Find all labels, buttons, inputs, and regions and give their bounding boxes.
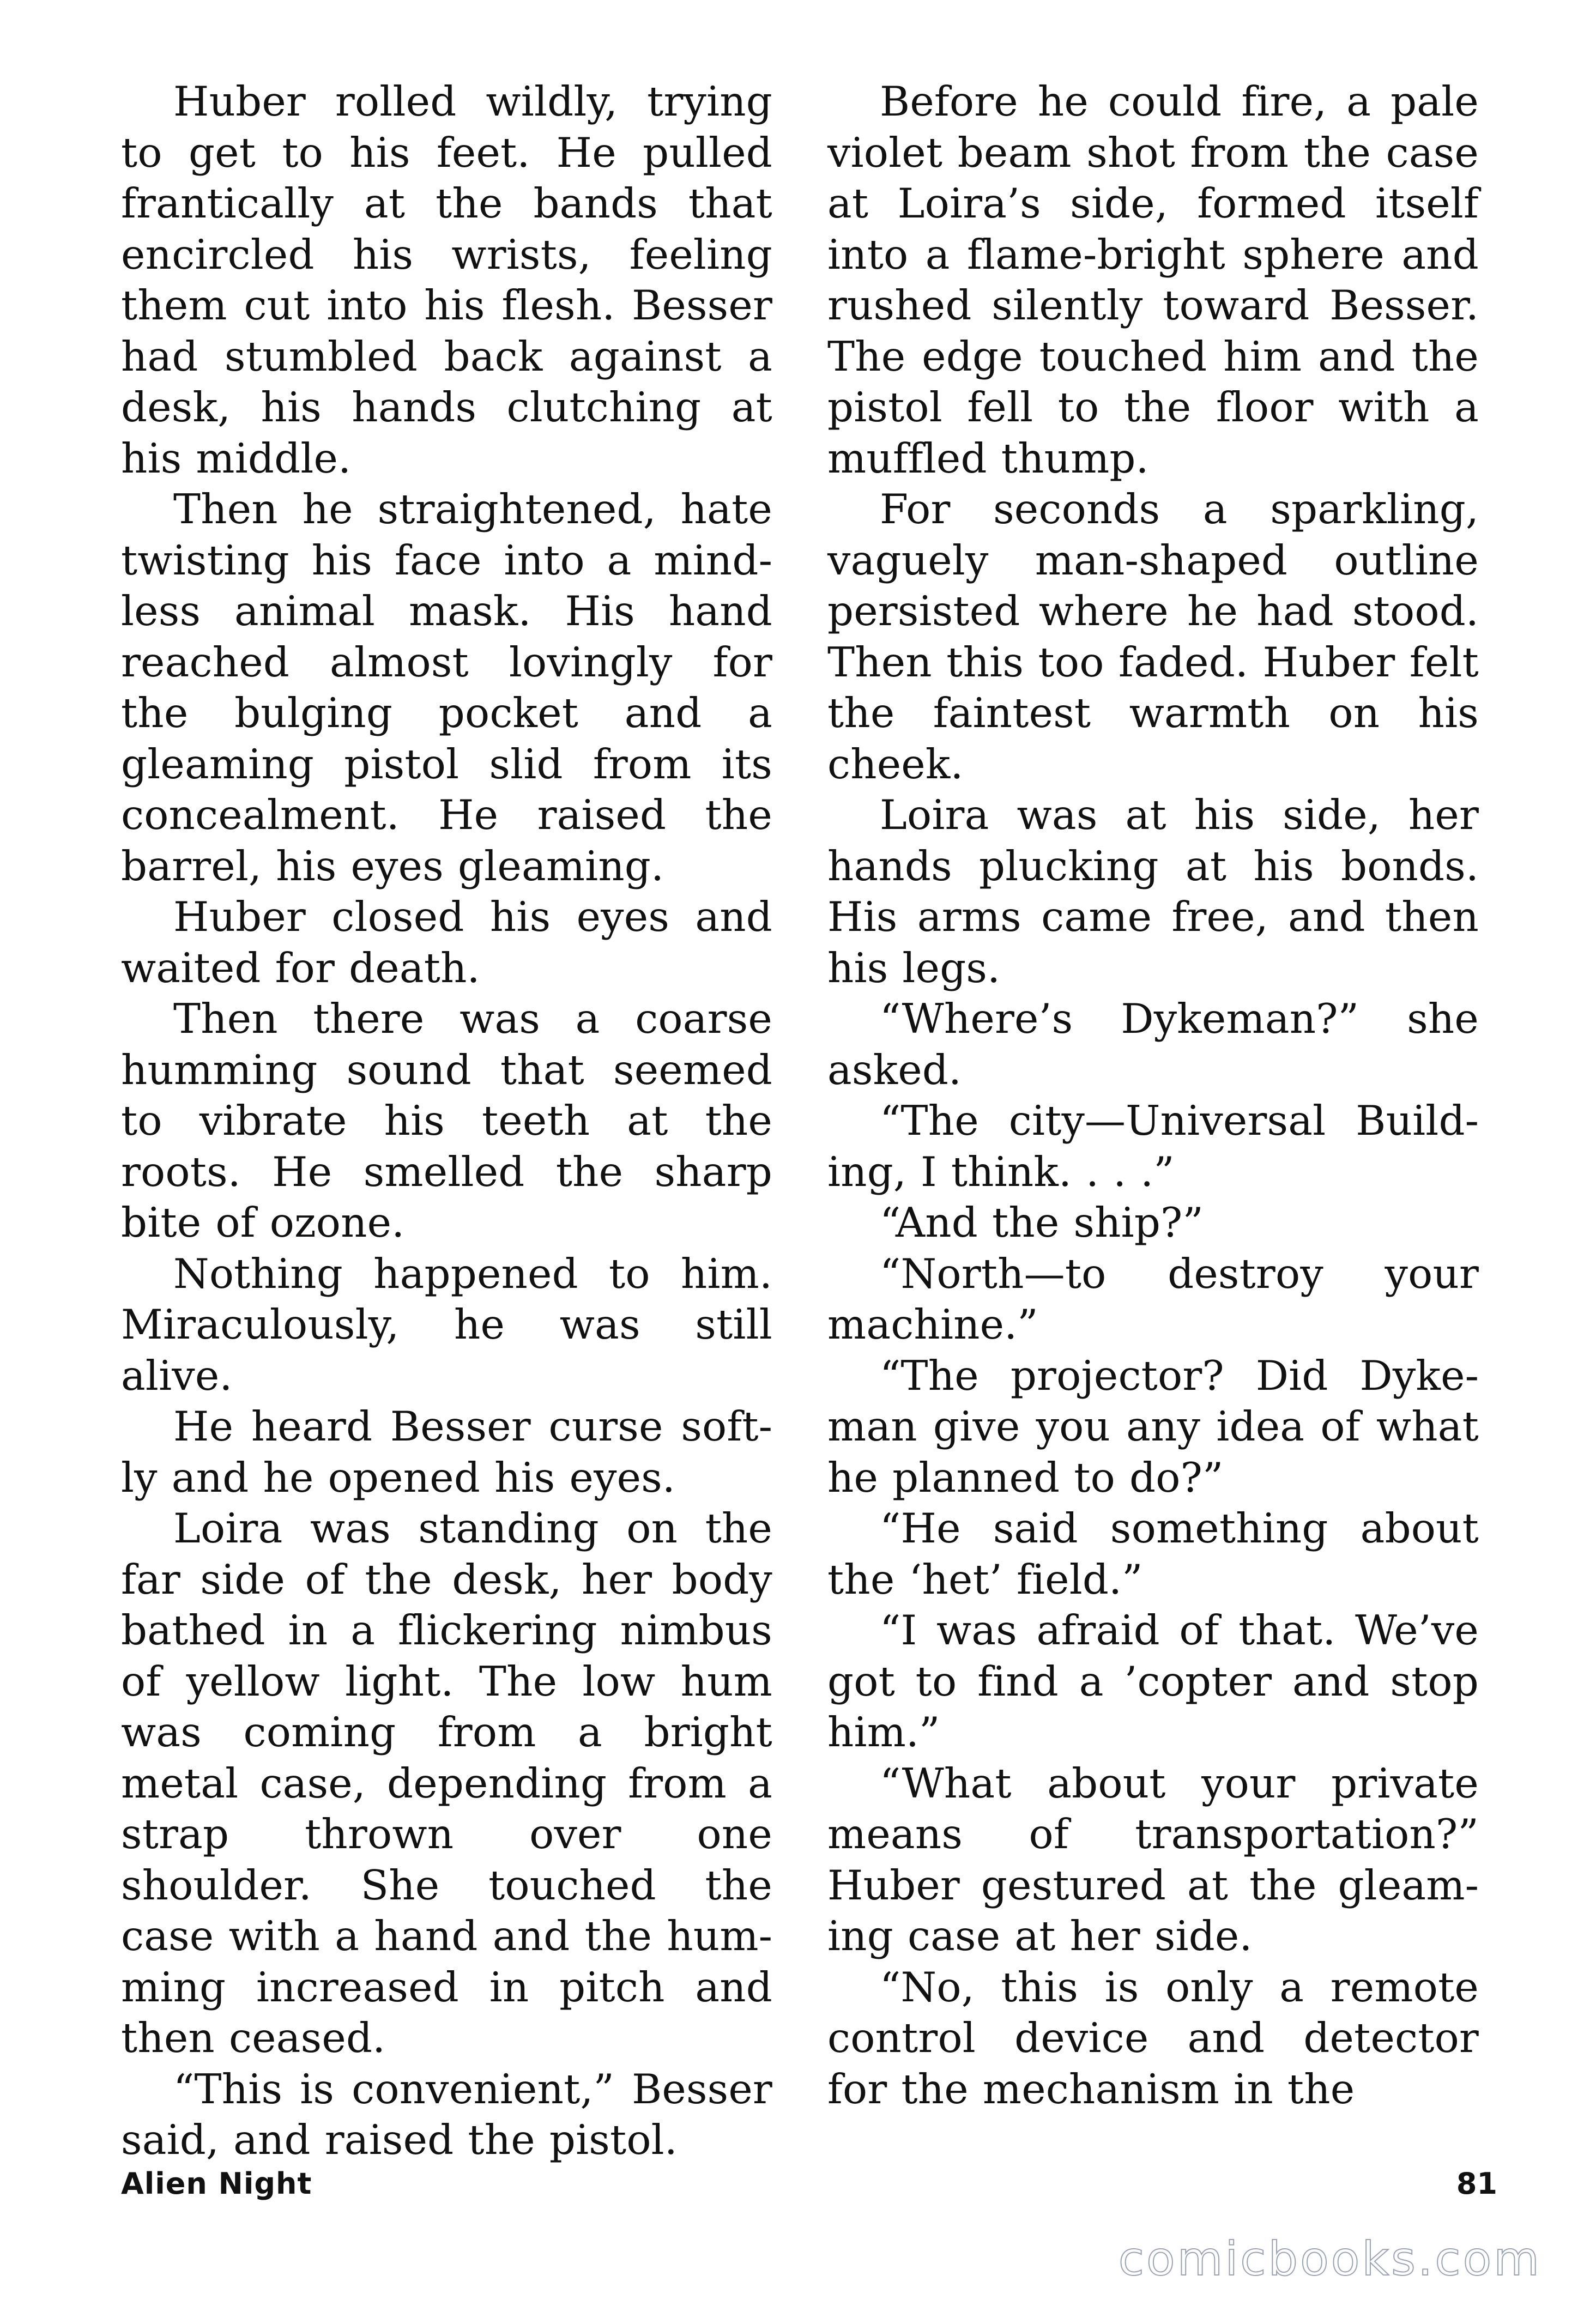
text-column-right [827,76,1479,2115]
paragraph: “And the ship?” [880,1199,1204,1246]
paragraph: “I was afraid of that. We’ve got to find a ’copter and stop him.” [827,1606,1479,1756]
paragraph: Loira was at his side, her hands plucking at his bonds. His arms came free, and then his legs. [827,791,1479,992]
paragraph: “He said something about the ‘het’ field.” [827,1504,1479,1603]
paragraph: “The projector? Did Dykeman give you any idea of what he planned to do?” [827,1351,1479,1502]
paragraph: Huber rolled wildly, trying to get to his feet. He pulled frantically at the bands that encircled his wrists, feeling them cut into his flesh. Besser had stumbled back against a desk, his hands clutching at his middle. [121,77,772,482]
paragraph: Before he could fire, a pale violet beam shot from the case at Loira’s side, formed itself into a flame-bright sphere and rushed silently toward Besser. The edge touched him and the pistol fell to the floor with a muffled thump. [827,77,1479,482]
paragraph: He heard Besser curse softly and he opened his eyes. [121,1402,772,1502]
paragraph: “The city—Universal Building, I think. . . .” [827,1097,1479,1196]
paragraph: Loira was standing on the far side of the desk, her body bathed in a flickering nimbus of yellow light. The low hum was coming from a bright metal case, depending from a strap thrown over one shoulder. She touched the case with a hand and the humming increased in pitch and then ceased. [121,1504,772,2062]
page-footer [121,2166,1497,2210]
paragraph: For seconds a sparkling, vaguely man-shaped outline persisted where he had stood. Then this too faded. Huber felt the faintest warmth on his cheek. [827,485,1479,788]
page-number: 81 [1456,2166,1497,2201]
paragraph: Then he straightened, hate twisting his face into a mindless animal mask. His hand reached almost lovingly for the bulging pocket and a gleaming pistol slid from its concealment. He raised the barrel, his eyes gleaming. [121,485,772,890]
paragraph: “This is convenient,” Besser said, and raised the pistol. [121,2065,772,2164]
paragraph: “What about your private means of transportation?” Huber gestured at the gleaming case at her side. [827,1759,1479,1960]
paragraph: “North—to destroy your machine.” [827,1249,1479,1348]
text-column-left [121,76,772,2166]
paragraph: Huber closed his eyes and waited for death. [121,893,772,992]
paragraph: Nothing happened to him. Miraculously, he was still alive. [121,1249,772,1400]
watermark: comicbooks.com [1118,2232,1541,2286]
paragraph: “Where’s Dykeman?” she asked. [827,995,1479,1094]
paragraph: Then there was a coarse humming sound that seemed to vibrate his teeth at the roots. He smelled the sharp bite of ozone. [121,995,772,1246]
running-title: Alien Night [121,2166,312,2201]
paragraph: “No, this is only a remote control device and detector for the mechanism in the [827,1963,1479,2113]
